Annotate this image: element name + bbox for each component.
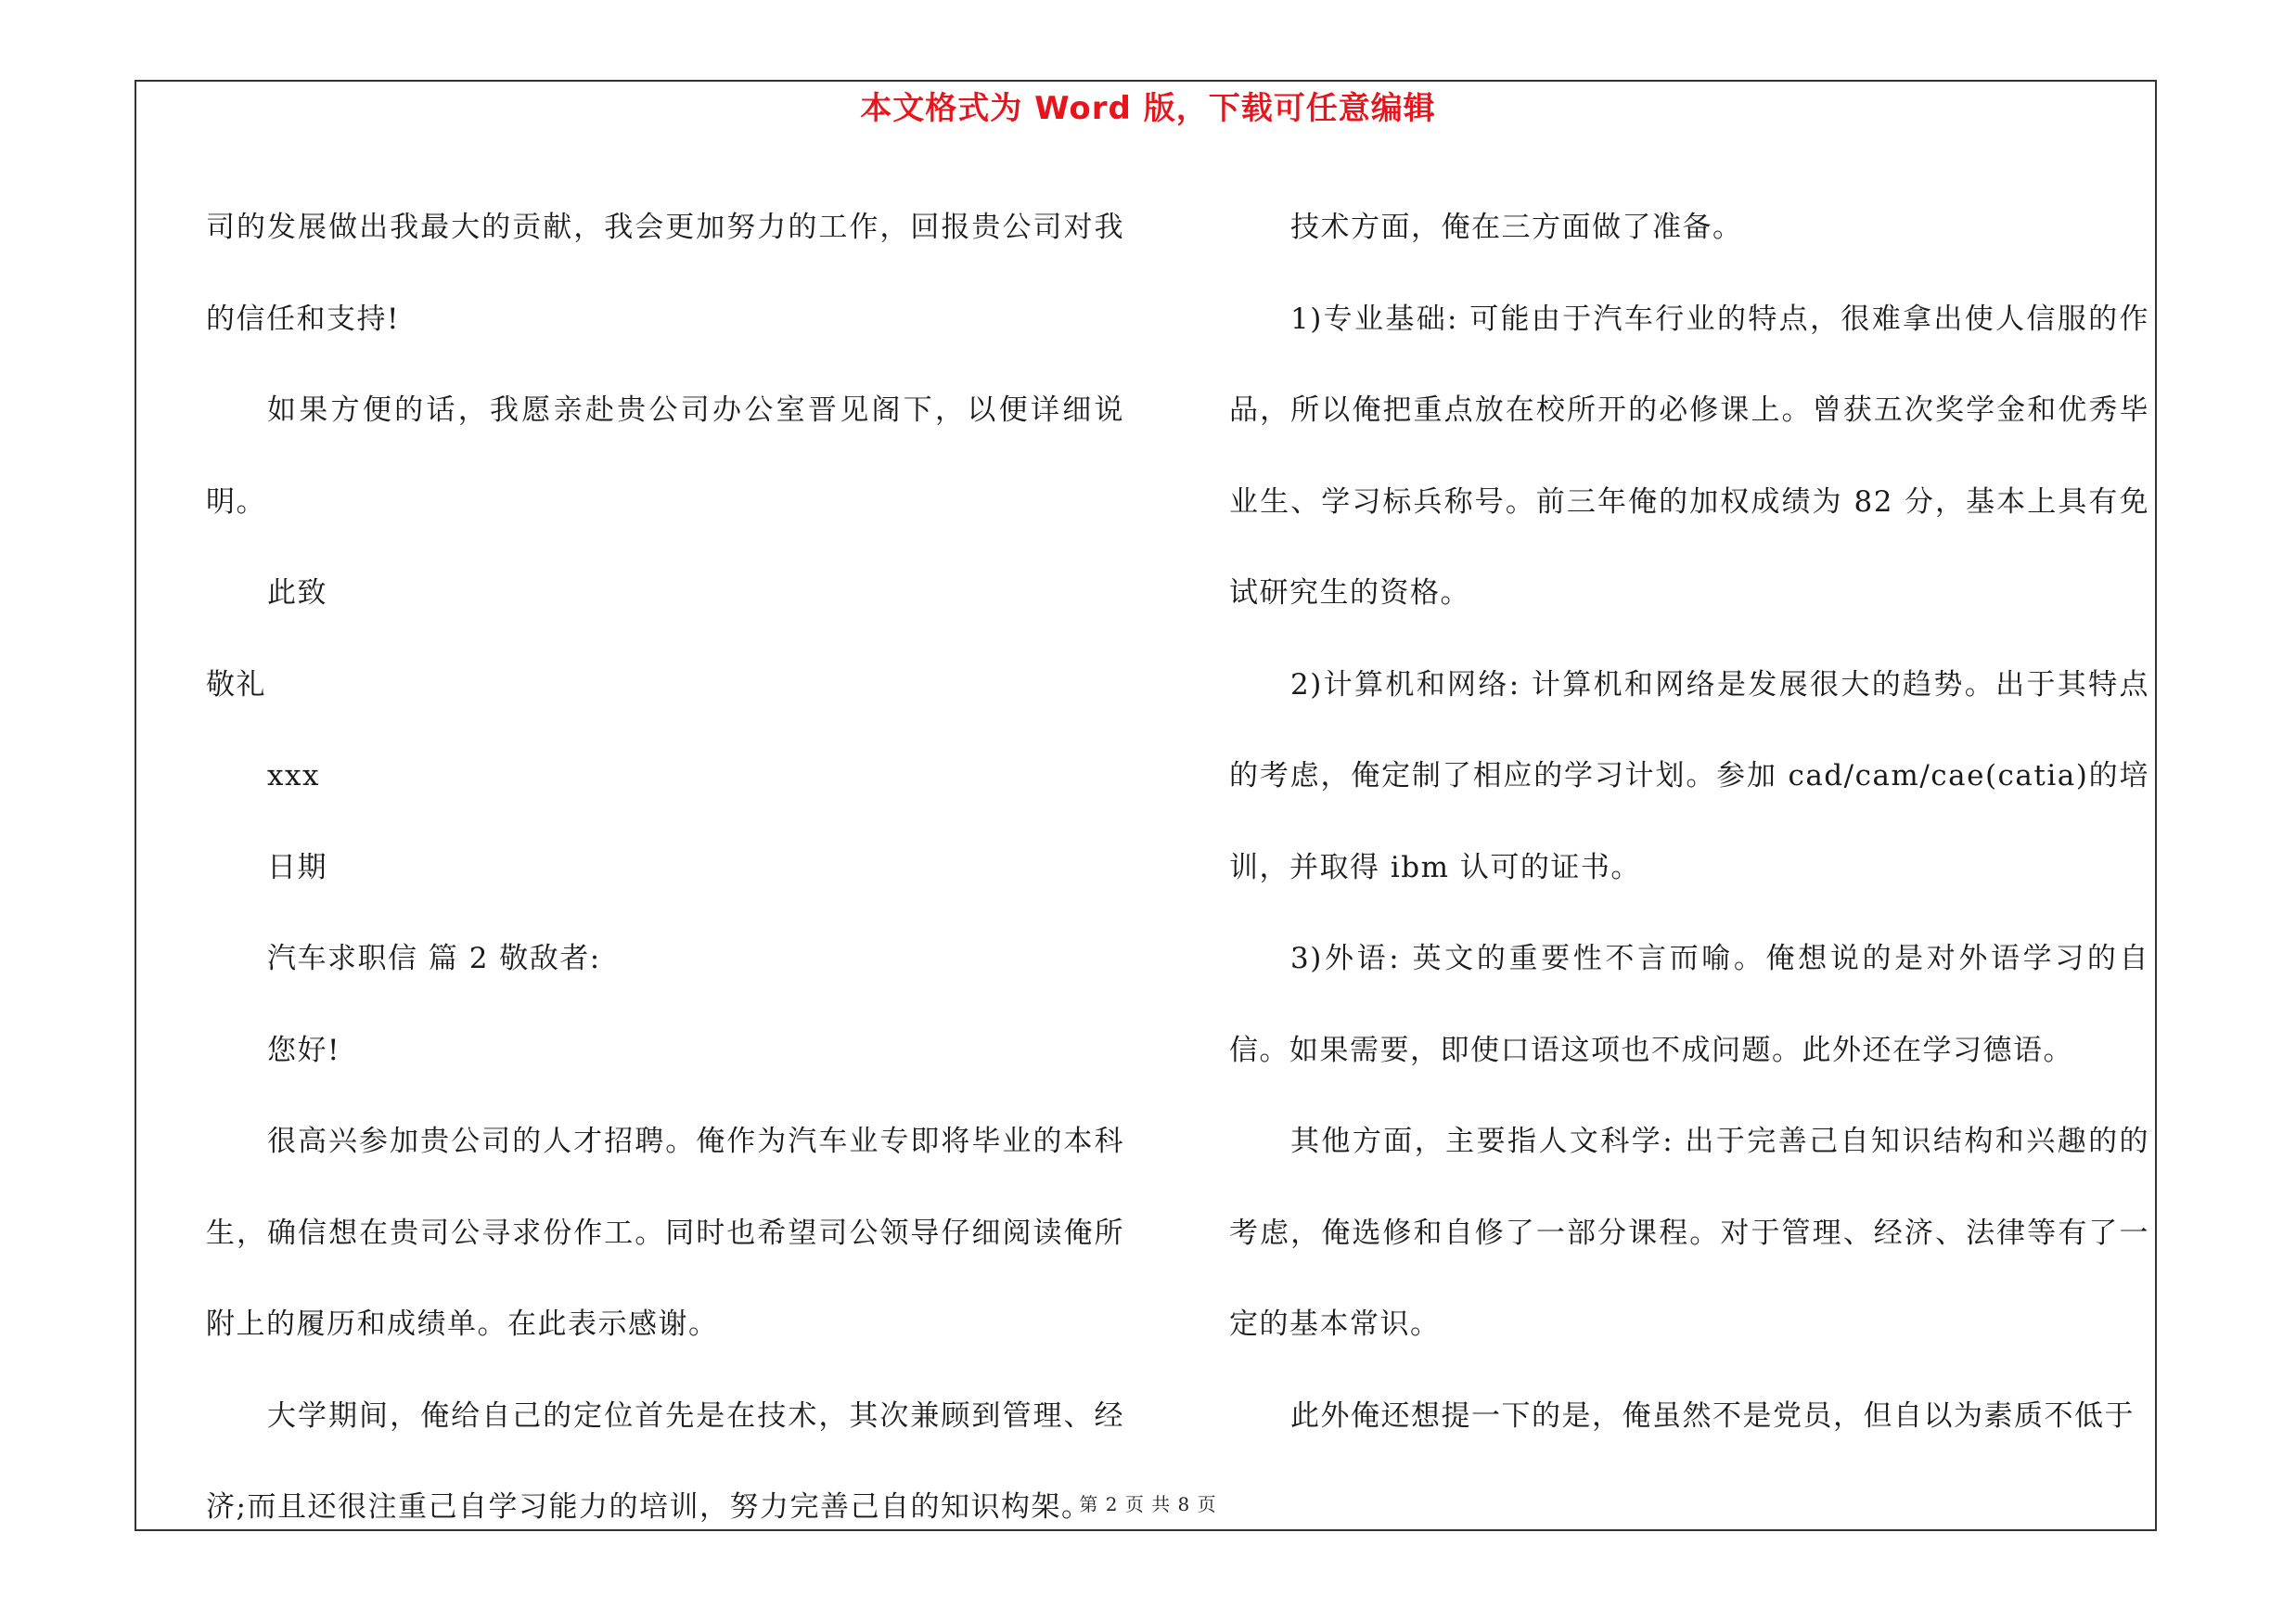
right-text-column [1229,182,2149,1462]
paragraph: 日期 [267,850,327,884]
page-number-footer: 第 2 页 共 8 页 [1079,1493,1217,1515]
paragraph: 汽车求职信 篇 2 敬敌者: [267,942,601,975]
paragraph: 1)专业基础: 可能由于汽车行业的特点，很难拿出使人信服的作品，所以俺把重点放在校所开的必修课上。曾获五次奖学金和优秀毕业生、学习标兵称号。前三年俺的加权成绩为 82 分，基本上具有免试研究生的资格。 [1229,302,2149,610]
paragraph: 其他方面，主要指人文科学: 出于完善己自知识结构和兴趣的的考虑，俺选修和自修了一部分课程。对于管理、经济、法律等有了一定的基本常识。 [1229,1125,2149,1341]
paragraph: 如果方便的话，我愿亲赴贵公司办公室晋见阁下，以便详细说明。 [206,393,1124,519]
paragraph: 很高兴参加贵公司的人才招聘。俺作为汽车业专即将毕业的本科生，确信想在贵司公寻求份作工。同时也希望司公领导仔细阅读俺所附上的履历和成绩单。在此表示感谢。 [206,1125,1124,1341]
paragraph: 3)外语: 英文的重要性不言而喻。俺想说的是对外语学习的自信。如果需要，即使口语这项也不成问题。此外还在学习德语。 [1229,942,2149,1067]
paragraph: 2)计算机和网络: 计算机和网络是发展很大的趋势。出于其特点的考虑，俺定制了相应的学习计划。参加 cad/cam/cae(catia)的培训，并取得 ibm 认可的证书。 [1229,667,2149,884]
paragraph: 此致 [267,576,327,610]
format-banner: 本文格式为 Word 版，下载可任意编辑 [860,90,1436,127]
paragraph: 此外俺还想提一下的是，俺虽然不是党员，但自以为素质不低于 [1290,1398,2135,1433]
left-text-column [206,182,1124,1553]
paragraph: 司的发展做出我最大的贡献，我会更加努力的工作，回报贵公司对我的信任和支持! [206,211,1124,336]
paragraph: xxx [267,759,320,792]
paragraph: 您好! [267,1033,340,1067]
paragraph: 技术方面，俺在三方面做了准备。 [1290,211,1743,244]
paragraph: 敬礼 [206,667,266,702]
paragraph: 大学期间，俺给自己的定位首先是在技术，其次兼顾到管理、经济;而且还很注重己自学习能力的培训，努力完善己自的知识构架。 [206,1398,1124,1524]
